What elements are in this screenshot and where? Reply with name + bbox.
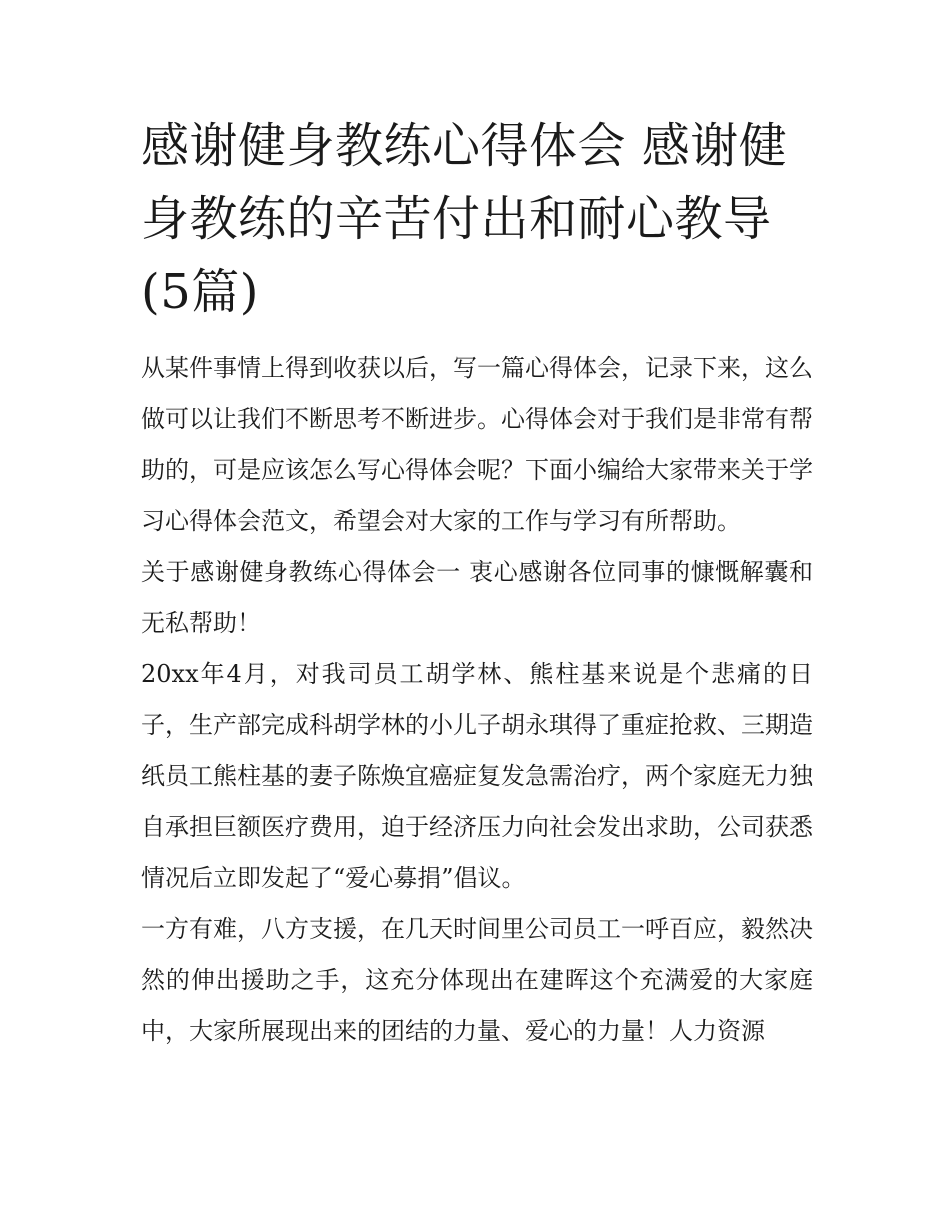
paragraph-section-heading: 关于感谢健身教练心得体会一 衷心感谢各位同事的慷慨解囊和无私帮助！ bbox=[141, 558, 813, 637]
paragraph-story: 20xx年4月，对我司员工胡学林、熊柱基来说是个悲痛的日子，生产部完成科胡学林的小儿子胡永琪得了重症抢救、三期造纸员工熊柱基的妻子陈焕宜癌症复发急需治疗，两个家庭无力独自承担巨额医疗费用，迫于经济压力向社会发出求助，公司获悉情况后立即发起了“爱心募捐”倡议。 bbox=[141, 660, 813, 892]
paragraph-intro: 从某件事情上得到收获以后，写一篇心得体会，记录下来，这么做可以让我们不断思考不断进步。心得体会对于我们是非常有帮助的，可是应该怎么写心得体会呢？下面小编给大家带来关于学习心得体会范文，希望会对大家的工作与学习有所帮助。 bbox=[141, 354, 813, 535]
paragraph-support: 一方有难，八方支援，在几天时间里公司员工一呼百应，毅然决然的伸出援助之手，这充分体现出在建晖这个充满爱的大家庭中，大家所展现出来的团结的力量、爱心的力量！人力资源 bbox=[141, 915, 813, 1045]
document-content bbox=[141, 110, 813, 1057]
document-title: 感谢健身教练心得体会 感谢健身教练的辛苦付出和耐心教导(5篇) bbox=[141, 118, 788, 320]
